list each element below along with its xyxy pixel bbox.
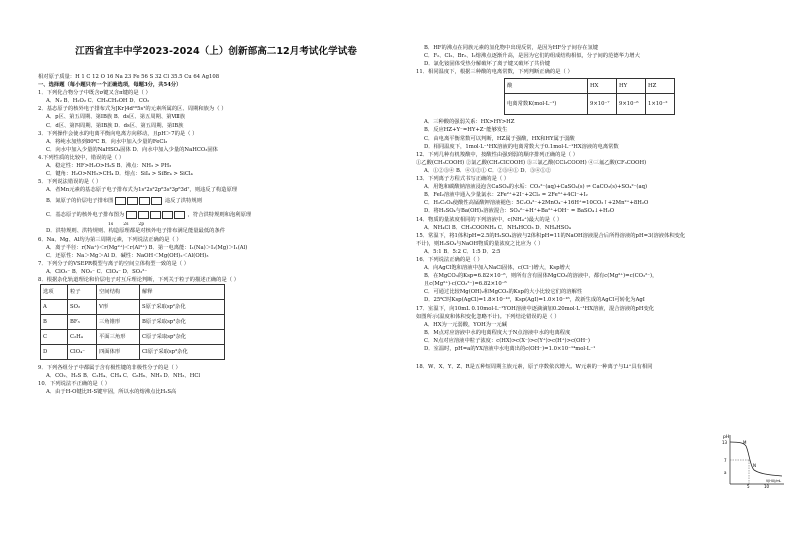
q5-b-note: 违反了洪特规则 [164, 198, 202, 205]
table-header: 酸 [505, 79, 588, 94]
point-label-n: N [753, 463, 756, 468]
table-cell: 三角锥形 [97, 315, 140, 330]
table-row [41, 330, 225, 345]
q5-option-c: C．基态原子的核外电子排布图为 ，符合洪特规则和泡利原理 [46, 212, 252, 219]
table-header: 解释 [140, 285, 225, 300]
q7-options: A．ClO₃⁻ B．NO₂⁻ C．ClO₄⁻ D．SO₃²⁻ [46, 268, 148, 275]
q6-options-ab: A．离子半径：r(Na⁺)＜r(Mg²⁺)＜r(Al³⁺) B．第一电离能：I₁(Na)＞I₁(Mg)＞I₁(Al) [46, 244, 248, 251]
table-cell: 1×10⁻² [646, 94, 675, 115]
x-tick-label: 5 [747, 484, 750, 488]
q11-option-a: A．三种酸的强弱关系：HX>HY>HZ [424, 119, 515, 126]
table-header-row [41, 285, 225, 300]
question-9: 9．下列各组分子中都属于含有极性键的非极性分子的是（ ） [38, 365, 181, 372]
ph-curve [730, 442, 782, 476]
q11-option-d: D．相同温度下，1mol·L⁻¹HX溶液的电离常数大于0.1mol·L⁻¹HX溶液的电离常数 [424, 143, 619, 150]
question-4: 4.下列性质的比较中，错误的是（ ） [38, 154, 125, 161]
question-15-cont: 不计)，则H₂SO₄与NaOH物质的量浓度之比应为（ ） [416, 240, 544, 247]
orbital-box [138, 211, 149, 219]
q13-option-c: C．H₂C₂O₄使酸性高锰酸钾溶液褪色：5C₂O₄²⁻+2MnO₄⁻+16H⁺=10CO₂↑+2Mn²⁺+8H₂O [424, 200, 649, 207]
point-label-m: M [743, 440, 747, 445]
q16-option-b-cont: 且c(Mg²⁺)·c(CO₃²⁻)=6.82×10⁻⁶ [424, 281, 507, 288]
section-heading: 一、选择题（每小题只有一个正确选项，每题3分，共54分） [38, 82, 182, 89]
question-12: 12．下列几种有机羧酸中，按酸性由强到弱的顺序排列正确的是（ ） [416, 151, 579, 158]
q6-options-cd: C．还原性：Na＞Mg＞Al D．碱性：NaOH＜Mg(OH)₂＜Al(OH)₃ [46, 252, 209, 259]
question-10: 10．下列说法不正确的是（ ） [38, 381, 110, 388]
atomic-masses: 相对原子质量：H 1 C 12 O 16 Na 23 Fe 56 S 32 Cl 35.5 Cu 64 Ag108 [38, 74, 220, 80]
q5-option-b: B．氮原子的价层电子排布图 违反了洪特规则 [46, 198, 202, 205]
table-cell: Cl原子采取sp³杂化 [140, 345, 225, 360]
question-1: 1．下列化合物分子中既含σ键又含π键的是（ ） [38, 90, 151, 97]
question-7: 7．下列分子的VSEPR模型与离子的空间立体构型一致的是（ ） [38, 260, 190, 267]
q16-option-c: C．可通过比较Mg(OH)₂和MgCO₃的Ksp的大小比较它们的溶解性 [424, 289, 583, 296]
question-6: 6．Na、Mg、Al均为第三周期元素，下列说法正确的是（ ） [38, 236, 182, 243]
q12-acids: ①乙酸(CH₃COOH) ②氯乙酸(CH₂ClCOOH) ③三氯乙酸(CCl₃COOH) ④三氟乙酸(CF₃COOH) [416, 159, 647, 166]
table-cell: S原子采取sp²杂化 [140, 300, 225, 315]
q4-options-cd: C．键角：H₂O>NH₃>CH₄ D．熔点：SiI₄ > SiBr₄ > SiCl₄ [46, 171, 193, 178]
table-row [41, 300, 225, 315]
titration-graph [722, 432, 786, 488]
x-axis-label: V(HX)/mL [766, 479, 782, 483]
q8-table [40, 284, 225, 360]
table-cell: D [41, 345, 68, 360]
table-cell: B原子采取sp³杂化 [140, 315, 225, 330]
orbital-box [126, 211, 137, 219]
q13-option-b: B．FeI₂溶液中通入少量氯水：2Fe²⁺+2I⁻+2Cl₂ = 2Fe³⁺+4Cl⁻+I₂ [424, 192, 588, 199]
left-column [38, 73, 394, 549]
table-cell: BF₃ [68, 315, 97, 330]
question-17: 17．室温下，向10mL 0.10mol·L⁻¹YOH溶液中逐滴滴加0.20mol·L⁻¹HX溶液，混合溶液的pH变化 [416, 305, 655, 312]
q17-option-c: C．N点对应溶液中粒子浓度：c(HX)>c(X⁻)>c(Y⁺)>c(H⁺)>c(OH⁻) [424, 337, 590, 344]
question-18: 18．W、X、Y、Z、R是五种短周期主族元素，原子序数依次增大。W元素的一种离子与Li⁺具有相同 [416, 364, 653, 371]
y-tick-label: a [724, 470, 727, 475]
question-16: 16．下列说法正确的是（ ） [416, 256, 483, 263]
question-15: 15．常温下，将1体积pH=2.5的H₂SO₄溶液与2体积pH=11的NaOH溶液混合后所得溶液的pH=3(溶液体积变化 [416, 232, 686, 239]
table-header: 选项 [41, 285, 68, 300]
question-2: 2．基态原子的核外电子排布式为[Kr]4d¹⁰5s¹的元素所属的区、周期和族为（ ） [38, 106, 227, 113]
table-header: HZ [646, 79, 675, 94]
table-row [505, 94, 675, 115]
question-5: 5．下列说法错误的是（ ） [38, 179, 102, 186]
q16-option-b: B．在MgCO₃的Ksp=6.82×10⁻⁶，则所有含有固体MgCO₃的溶液中，都有c(Mg²⁺)=c(CO₃²⁻)， [424, 273, 658, 280]
q17-option-a: A．HX为一元弱酸，YOH为一元碱 [424, 321, 507, 328]
q5-option-d: D．洪特规则、洪特规则、构造原理都是对核外电子排布满足能量最低的条件 [46, 228, 226, 235]
q16-option-d: D．25℃时Ksp(AgCl)=1.8×10⁻¹⁰，Ksp(AgI)=1.0×10⁻¹⁶，故新生成的AgCl可转化为AgI [424, 297, 645, 304]
q3-options-ab: A．将纯水加热到80℃ B．向水中加入少量的FeCl₃ [46, 138, 168, 145]
orbital-box [162, 211, 173, 219]
orbital-labels: 1s 2s 2p [108, 222, 145, 228]
question-17-cont: 如图所示(温度和体积变化忽略不计)。下列结论错误的是（ ） [416, 313, 560, 320]
table-cell: B [41, 315, 68, 330]
q13-option-d: D．将H₂SO₄与Ba(OH)₂溶液混合：SO₄²⁻+H⁺+Ba²⁺+OH⁻ = BaSO₄↓+H₂O [424, 208, 615, 215]
orbital-box [115, 197, 126, 205]
y-tick-label: 13 [722, 440, 728, 445]
orbital-box [151, 197, 162, 205]
table-cell: A [41, 300, 68, 315]
table-cell: C原子采取sp²杂化 [140, 330, 225, 345]
table-cell: ClO₄⁻ [68, 345, 97, 360]
orbital-box [174, 211, 185, 219]
q15-options: A．5:1 B．5:2 C．1:5 D．2:5 [424, 248, 501, 255]
q10-option-a: A．由于H-O键比H-S键牢固，所以水的熔沸点比H₂S高 [46, 389, 177, 396]
table-cell: SO₂ [68, 300, 97, 315]
y-tick-label: 7 [724, 458, 727, 463]
ka-table [504, 78, 675, 115]
table-cell: 平面三角形 [97, 330, 140, 345]
table-cell: 电离常数K(mol·L⁻¹) [505, 94, 588, 115]
exam-title: 江西省宜丰中学2023-2024（上）创新部高二12月考试化学试卷 [75, 46, 357, 57]
q17-option-b: B．M点对应溶液中水的电离程度大于N点溶液中水的电离程度 [424, 329, 571, 336]
q9-options: A．CO₂、H₂S B．C₂H₄、CH₄ C．C₆H₆、NH₃ D．NH₃、HCl [46, 373, 201, 380]
question-14: 14．物质的量浓度相同的下列溶液中，c(NH₄⁺)最大的是（ ） [416, 216, 563, 223]
question-13: 13．下列离子方程式书写正确的是（ ） [416, 176, 510, 183]
q11-option-c: C．由电离平衡常数可以判断，HZ属于强酸，HX和HY属于弱酸 [424, 135, 575, 142]
table-cell: 四面体形 [97, 345, 140, 360]
table-cell: C₂H₄ [68, 330, 97, 345]
table-header-row [505, 79, 675, 94]
q10-option-b: B．HF的沸点在同族元素的氢化物中出现反常，是因为HF分子间存在氢键 [424, 45, 599, 51]
q10-option-c: C．F₂、Cl₂、Br₂、I₂熔沸点逐渐升高，是因为它们的组成结构相似，分子间的范德华力增大 [424, 53, 640, 60]
table-header: 空间结构 [97, 285, 140, 300]
table-cell: C [41, 330, 68, 345]
table-row [41, 315, 225, 330]
q12-options: A．①②③④ B．④③②① C．②③④① D．③④①② [424, 167, 552, 174]
q16-option-a: A．向AgCl饱和溶液中加入NaCl固体，c(Cl⁻)增大，Ksp增大 [424, 265, 571, 272]
q17-option-d: D．室温时，pH=a的YX溶液中水电离出的c(OH⁻)=1.0×10⁻¹⁴mol·L⁻¹ [424, 346, 596, 352]
table-cell: 9×10⁻⁷ [588, 94, 617, 115]
y-axis-label: pH [723, 435, 730, 440]
q14-options: A．NH₄Cl B．CH₃COONH₄ C．NH₄HCO₃ D．NH₄HSO₄ [424, 224, 571, 231]
orbital-box [139, 197, 150, 205]
q3-options-cd: C．向水中加入少量的NaHSO₄固体 D．向水中加入少量的NaHCO₃固体 [46, 146, 218, 153]
q10-option-d: D．氯化铵固体受热分解破坏了离子键又破坏了共价键 [424, 61, 551, 68]
table-header: 粒子 [68, 285, 97, 300]
question-8: 8．根据杂化轨道理论和价层电子对互斥理论判断，下列关于粒子的描述正确的是（ ） [38, 276, 240, 283]
orbital-box [127, 197, 138, 205]
table-header: HY [617, 79, 646, 94]
table-row [41, 345, 225, 360]
table-header: HX [588, 79, 617, 94]
question-3: 3．下列操作会使水的电离平衡向电离方向移动，且pH＞7的是（ ） [38, 130, 198, 137]
q11-option-b: B．反应HZ+Y⁻=HY+Z⁻能够发生 [424, 127, 508, 134]
table-cell: V形 [97, 300, 140, 315]
q5-c-note: ，符合洪特规则和泡利原理 [187, 212, 252, 219]
q4-options-ab: A．稳定性：HF>H₂O>H₂S B．沸点：NH₃ > PH₃ [46, 163, 172, 170]
x-tick-label: 10 [764, 484, 770, 488]
orbital-box [150, 211, 161, 219]
q2-options-cd: C．d区、第四周期、第ⅠB族 D．ds区、第五周期、第ⅠB族 [46, 122, 184, 129]
q1-options: A．N₂ B．H₂O₂ C．CH₃CH₂OH D．CO₂ [46, 98, 150, 105]
table-cell: 9×10⁻⁶ [617, 94, 646, 115]
q2-options-ab: A．p区、第五周期、第ⅠB族 B．ds区、第五周期、第Ⅷ族 [46, 114, 186, 121]
q5-option-a: A．者Mn元素的基态原子电子排布式为1s²2s²2p⁶3s²3p⁶3d⁷，则违反了构造原理 [46, 187, 238, 194]
question-11: 11．相同温度下，根据三种酸的电离常数，下列判断正确的是（ ） [416, 69, 573, 76]
q13-option-a: A．用饱和碳酸钠溶液浸泡含CaSO₄的水垢：CO₃²⁻(aq)+CaSO₄(s) ⇌ CaCO₃(s)+SO₄²⁻(aq) [424, 184, 648, 191]
